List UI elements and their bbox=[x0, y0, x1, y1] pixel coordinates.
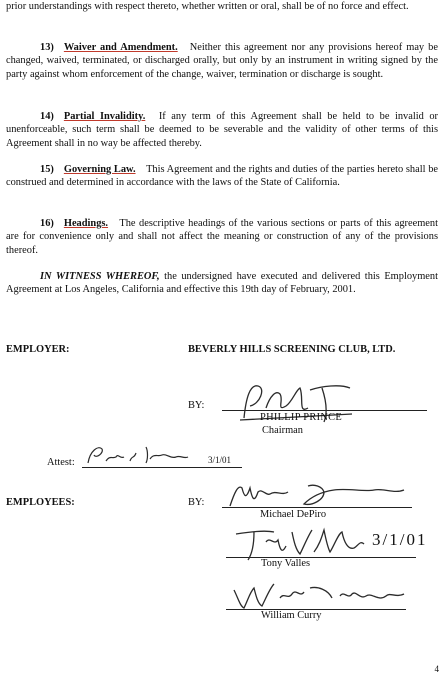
section-13-paragraph bbox=[6, 41, 438, 81]
witness-body: the undersigned have executed and delivered this Employment Agreement at Los Angeles, California and effective this 19th day of February, 2001. bbox=[6, 271, 438, 296]
intro-text: prior understandings with respect thereto, whether written or oral, shall be of no force and effect. bbox=[6, 1, 409, 12]
employer-label: EMPLOYER: bbox=[6, 344, 70, 355]
signer3-date: 3/1/01 bbox=[372, 530, 428, 549]
signer2-name: Michael DePiro bbox=[260, 509, 327, 520]
section-body: This Agreement and the rights and duties of the parties hereto shall be construed and determined in accordance with the laws of the State of California. bbox=[6, 164, 439, 189]
section-number: 15) bbox=[40, 164, 54, 175]
section-body: The descriptive headings of the various sections or parts of this agreement are for convenience only and shall not affect the meaning or construction of any of the provisions thereof. bbox=[6, 218, 438, 256]
section-number: 14) bbox=[40, 111, 54, 122]
section-number: 16) bbox=[40, 218, 54, 229]
section-heading: Headings. bbox=[63, 218, 109, 229]
signer1-name: PHILLIP PRINCE bbox=[260, 412, 343, 423]
signer1-title: Chairman bbox=[262, 425, 303, 436]
by-label-employees: BY: bbox=[188, 497, 205, 508]
witness-paragraph bbox=[6, 270, 438, 297]
section-heading: Governing Law. bbox=[63, 164, 136, 175]
signer4-name: William Curry bbox=[261, 610, 322, 621]
section-number: 13) bbox=[40, 42, 54, 53]
section-heading: Partial Invalidity. bbox=[63, 111, 146, 122]
section-heading: Waiver and Amendment. bbox=[63, 42, 178, 53]
page-number: 4 bbox=[434, 664, 439, 674]
section-body: If any term of this Agreement shall be held to be invalid or unenforceable, such term shall be deemed to be severable and the validity of other terms of this Agreement shall in no way be affected thereby. bbox=[6, 111, 438, 149]
section-16-paragraph bbox=[6, 217, 438, 257]
by-label-employer: BY: bbox=[188, 400, 205, 411]
witness-lead: IN WITNESS WHEREOF, bbox=[40, 271, 160, 282]
intro-paragraph bbox=[6, 0, 438, 13]
signer3-name: Tony Valles bbox=[261, 558, 311, 569]
employees-label: EMPLOYEES: bbox=[6, 497, 75, 508]
section-15-paragraph bbox=[6, 163, 438, 190]
attest-label: Attest: bbox=[47, 457, 75, 468]
section-14-paragraph bbox=[6, 110, 438, 150]
section-body: Neither this agreement nor any provisions hereof may be changed, waived, terminated, or discharged orally, but only by an instrument in writing signed by the party against whom enforcement of the change, waiver, termination or discharge is sought. bbox=[6, 42, 438, 80]
signature-william-curry bbox=[228, 578, 408, 614]
company-name: BEVERLY HILLS SCREENING CLUB, LTD. bbox=[188, 344, 396, 355]
attest-date: 3/1/01 bbox=[208, 455, 232, 465]
signature-attest bbox=[84, 441, 194, 471]
